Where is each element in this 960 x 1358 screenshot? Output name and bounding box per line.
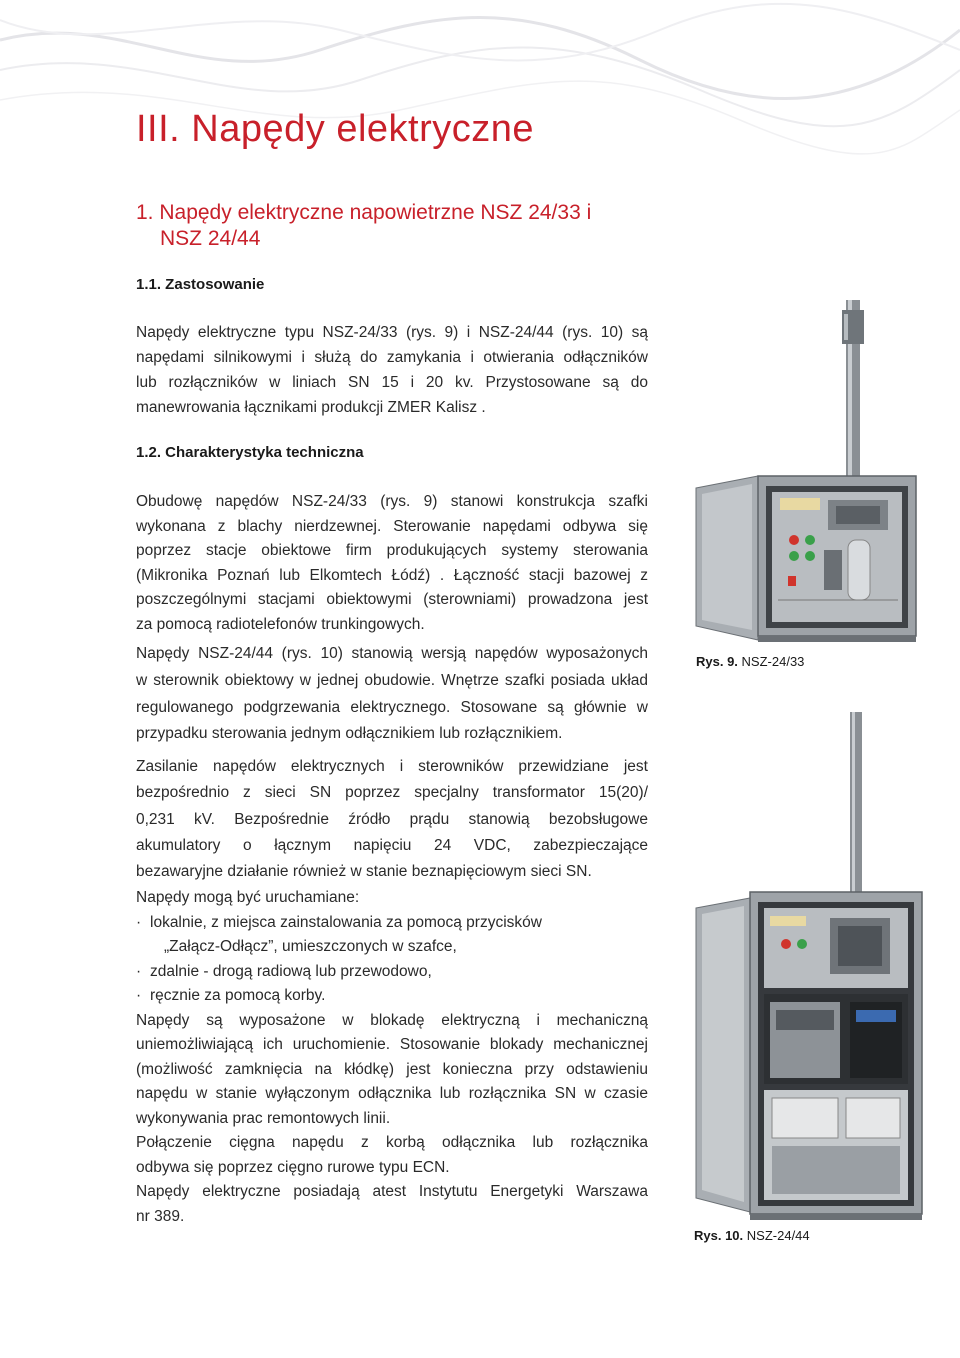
text-line: odbywa się poprzez cięgno rurowe typu ECN.	[136, 1158, 450, 1176]
text-line: akumulatory o łącznym napięciu 24 VDC, zabezpieczające	[136, 836, 648, 854]
text-line: w sterownik obiektowy w jednej obudowie. Wnętrze szafki posiada układ	[136, 671, 648, 689]
figure-caption-rys-9	[696, 654, 804, 669]
list-item-text: zdalnie - drogą radiową lub przewodowo,	[150, 962, 432, 980]
text-line: za pomocą radiotelefonów trunkingowych.	[136, 615, 425, 633]
text-line: Napędy NSZ-24/44 (rys. 10) stanowią wersją napędów wyposażonych	[136, 645, 648, 662]
text-line: Obudowę napędów NSZ-24/33 (rys. 9) stanowi konstrukcja szafki	[136, 493, 648, 510]
text-line: 0,231 kV. Bezpośrednie źródło prądu stanowią bezobsługowe	[136, 810, 648, 828]
text-line: bezpośrednio z sieci SN poprzez specjalny transformator 15(20)/	[136, 784, 648, 802]
text-line: regulowanego podgrzewania elektrycznego. Stosowane są głównie w	[136, 698, 648, 716]
figure-caption-text: NSZ-24/33	[741, 654, 805, 669]
text-line: (możliwość zamknięcia na kłódkę) jest konieczna przy odstawieniu	[136, 1060, 648, 1078]
text-line: poszczególnymi stacjami obiektowymi (sterowniami) prowadzona jest	[136, 591, 648, 609]
cabinet-nsz-24-33-photo	[688, 300, 928, 645]
bullet-mark: ·	[136, 987, 142, 1004]
bullet-mark: ·	[136, 962, 142, 980]
text-line: napędu w stanie wyłączonym odłącznika lub rozłącznika SN w czasie	[136, 1085, 648, 1102]
section-title	[136, 200, 636, 252]
figure-caption-text: NSZ-24/44	[746, 1228, 810, 1243]
section-title-line: NSZ 24/44	[160, 227, 261, 250]
paragraph-zastosowanie	[136, 320, 648, 420]
paragraph-nsz-24-44	[136, 641, 648, 748]
background-wave-decoration	[0, 0, 960, 200]
list-item-text: lokalnie, z miejsca zainstalowania za pomocą przycisków	[150, 913, 542, 931]
text-line: lub rozłączników w liniach SN 15 i 20 kv. Przystosowane są do	[136, 374, 648, 391]
text-line: nr 389.	[136, 1207, 185, 1225]
page-title: III. Napędy elektryczne	[136, 108, 535, 150]
text-line: manewrowania łącznikami produkcji ZMER Kalisz .	[136, 399, 486, 416]
text-line: Połączenie cięgna napędu z korbą odłącznika lub rozłącznika	[136, 1134, 648, 1151]
text-line: bezawaryjne działanie również w stanie beznapięciowym sieci SN.	[136, 863, 592, 881]
cabinet-nsz-24-44-photo	[690, 712, 930, 1222]
paragraph-obudowa	[136, 490, 648, 638]
figure-caption-label: Rys. 10.	[694, 1228, 744, 1243]
list-item	[136, 984, 648, 1009]
text-line: przypadku sterowania jednym odłącznikiem lub rozłącznikiem.	[136, 725, 563, 743]
text-line: Napędy elektryczne typu NSZ-24/33 (rys. 9) i NSZ-24/44 (rys. 10) są	[136, 324, 648, 341]
text-line: (Mikronika Poznań lub Elkomtech Łódź) . Łączność stacji bazowej z	[136, 566, 648, 584]
text-line: Zasilanie napędów elektrycznych i sterowników przewidziane jest	[136, 758, 648, 775]
paragraph-uruchamianie	[136, 886, 648, 1229]
paragraph-zasilanie	[136, 754, 648, 885]
subsection-title-charakterystyka: 1.2. Charakterystyka techniczna	[136, 444, 364, 461]
text-line: wykonana z blachy nierdzewnej. Sterowanie napędami odbywa się	[136, 517, 648, 535]
list-item	[136, 960, 648, 985]
text-line: Napędy mogą być uruchamiane:	[136, 889, 360, 906]
figure-caption-rys-10	[694, 1228, 810, 1243]
bullet-mark: ·	[136, 913, 142, 931]
text-line: uniemożliwiającą ich uruchomienie. Stosowanie blokady mechanicznej	[136, 1036, 648, 1053]
list-item	[136, 911, 648, 936]
text-line: Napędy są wyposażone w blokadę elektryczną i mechaniczną	[136, 1011, 648, 1029]
subsection-title-zastosowanie: 1.1. Zastosowanie	[136, 276, 265, 293]
section-title-line: 1. Napędy elektryczne napowietrzne NSZ 24/33 i	[136, 201, 592, 224]
figure-caption-label: Rys. 9.	[696, 654, 738, 669]
text-line: napędami silnikowymi i służą do zamykania i otwierania odłączników	[136, 349, 648, 366]
list-item-text: ręcznie za pomocą korby.	[150, 987, 326, 1004]
text-line: poprzez stacje obiektowe firm produkujących systemy sterowania	[136, 542, 648, 560]
text-line: wykonywania prac remontowych linii.	[136, 1109, 391, 1127]
list-item-continuation: „Załącz-Odłącz”, umieszczonych w szafce,	[164, 938, 457, 955]
text-line: Napędy elektryczne posiadają atest Instytutu Energetyki Warszawa	[136, 1183, 648, 1200]
